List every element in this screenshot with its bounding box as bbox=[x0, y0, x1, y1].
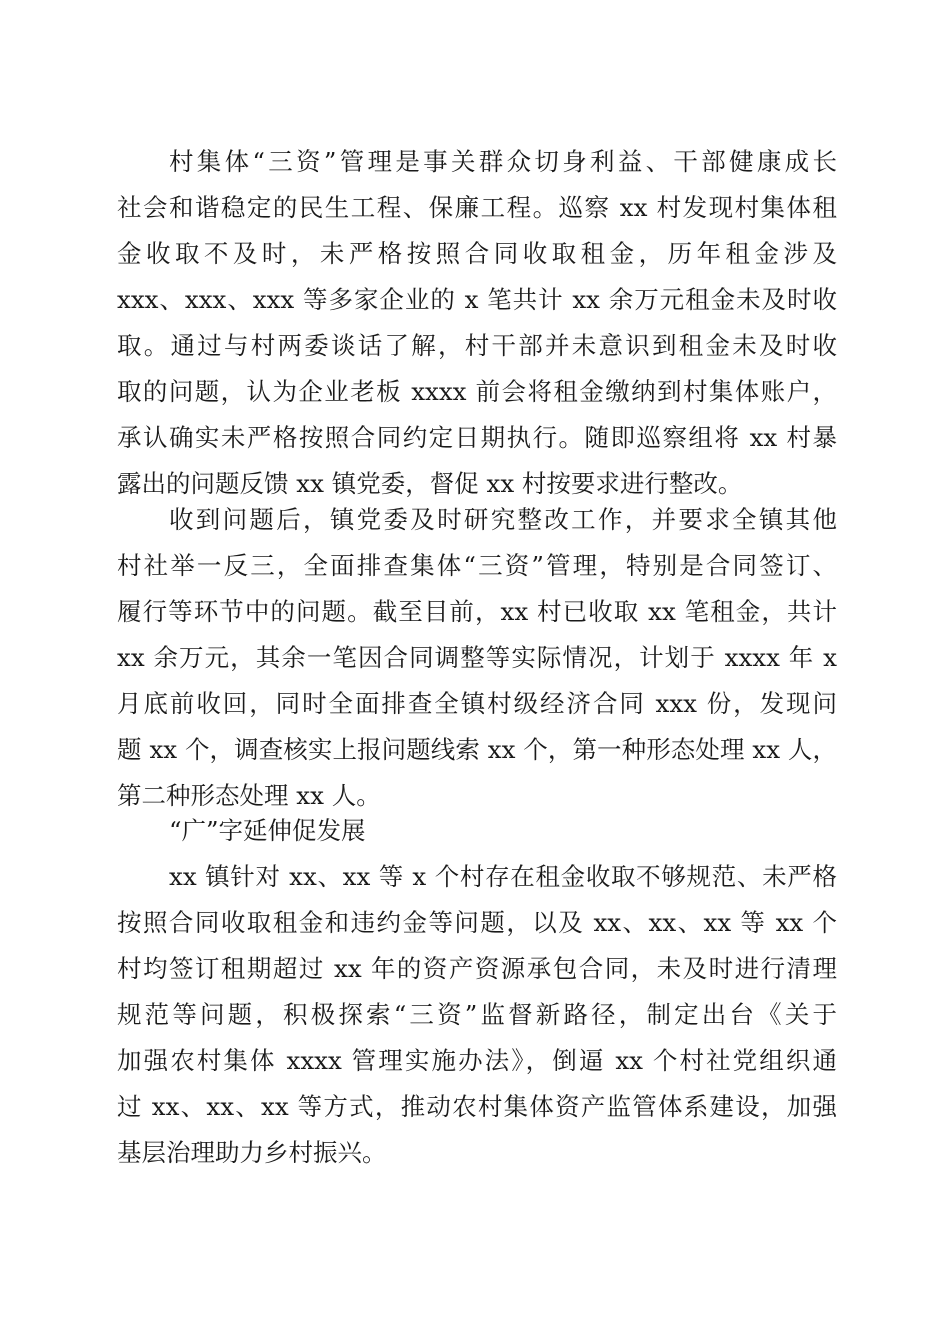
text-line: 规范等问题，积极探索“三资”监督新路径，制定出台《关于 bbox=[117, 1000, 837, 1029]
text-line: 村社举一反三，全面排查集体“三资”管理，特别是合同签订、 bbox=[117, 551, 837, 580]
text-line: 第二种形态处理 xx 人。 bbox=[117, 781, 381, 810]
text-line: 露出的问题反馈 xx 镇党委，督促 xx 村按要求进行整改。 bbox=[117, 469, 743, 498]
text-line: 加强农村集体 xxxx 管理实施办法》，倒逼 xx 个村社党组织通 bbox=[117, 1046, 837, 1075]
section-heading bbox=[117, 808, 837, 854]
paragraph-rent-collection bbox=[117, 139, 837, 507]
text-line: 金收取不及时，未严格按照合同收取租金，历年租金涉及 bbox=[117, 239, 837, 268]
text-line: 取。通过与村两委谈话了解，村干部并未意识到租金未及时收 bbox=[117, 331, 837, 360]
text-line: 基层治理助力乡村振兴。 bbox=[117, 1138, 387, 1167]
text-line: 履行等环节中的问题。截至目前，xx 村已收取 xx 笔租金，共计 bbox=[117, 597, 837, 626]
paragraph-rectification bbox=[117, 497, 837, 819]
text-line: 月底前收回，同时全面排查全镇村级经济合同 xxx 份，发现问 bbox=[117, 689, 837, 718]
section-heading-text: “广”字延伸促发展 bbox=[169, 816, 366, 845]
text-line: 村集体“三资”管理是事关群众切身利益、干部健康成长 bbox=[169, 147, 837, 176]
text-line: 社会和谐稳定的民生工程、保廉工程。巡察 xx 村发现村集体租 bbox=[117, 193, 837, 222]
text-line: 按照合同收取租金和违约金等问题，以及 xx、xx、xx 等 xx 个 bbox=[117, 908, 837, 937]
text-line: 承认确实未严格按照合同约定日期执行。随即巡察组将 xx 村暴 bbox=[117, 423, 837, 452]
text-line: 取的问题，认为企业老板 xxxx 前会将租金缴纳到村集体账户， bbox=[117, 377, 837, 406]
text-line: 题 xx 个，调查核实上报问题线索 xx 个，第一种形态处理 xx 人， bbox=[117, 735, 837, 764]
text-line: 过 xx、xx、xx 等方式，推动农村集体资产监管体系建设，加强 bbox=[117, 1092, 837, 1121]
text-line: xx 余万元，其余一笔因合同调整等实际情况，计划于 xxxx 年 x bbox=[117, 643, 837, 672]
text-line: xx 镇针对 xx、xx 等 x 个村存在租金收取不够规范、未严格 bbox=[169, 862, 837, 891]
text-line: 收到问题后，镇党委及时研究整改工作，并要求全镇其他 bbox=[169, 505, 837, 534]
paragraph-supervision-path bbox=[117, 854, 837, 1176]
text-line: xxx、xxx、xxx 等多家企业的 x 笔共计 xx 余万元租金未及时收 bbox=[117, 285, 837, 314]
text-line: 村均签订租期超过 xx 年的资产资源承包合同，未及时进行清理 bbox=[117, 954, 837, 983]
